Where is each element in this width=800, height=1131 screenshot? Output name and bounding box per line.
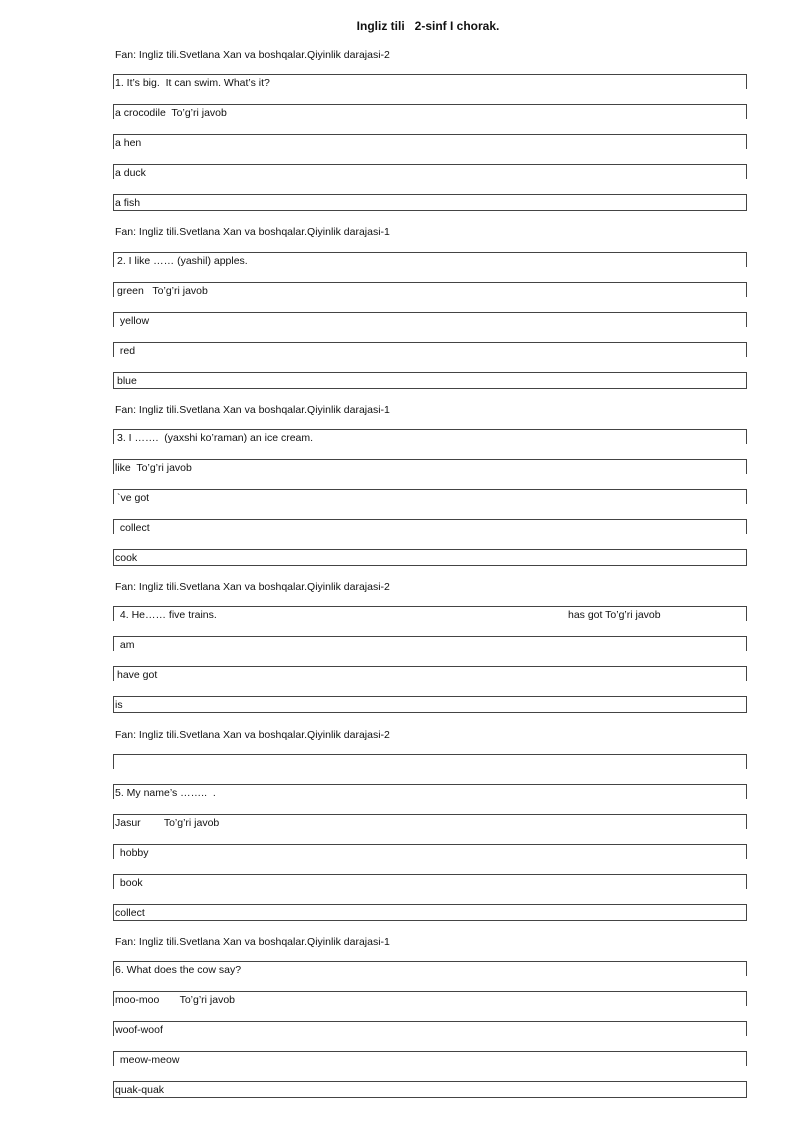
answer-text: am [117, 639, 135, 651]
question-text: 2. I like …… (yashil) apples. [117, 255, 248, 267]
answer-row[interactable] [113, 104, 747, 119]
question-row [113, 429, 747, 444]
question-text: 4. He…… five trains. [117, 609, 217, 621]
answer-text: red [117, 345, 136, 357]
answer-text: moo-moo To’g’ri javob [115, 994, 236, 1006]
correct-answer-note: has got To’g’ri javob [568, 609, 661, 621]
answer-text: meow-meow [117, 1054, 180, 1066]
answer-text: a hen [115, 137, 142, 149]
empty-row [113, 754, 747, 769]
answer-text: yellow [117, 315, 150, 327]
answer-text: a crocodile To’g’ri javob [115, 107, 227, 119]
answer-row[interactable] [113, 194, 747, 211]
answer-row[interactable] [113, 1081, 747, 1098]
section-subject-line: Fan: Ingliz tili.Svetlana Xan va boshqalar.Qiyinlik darajasi-2 [115, 729, 390, 741]
question-text: 3. I ……. (yaxshi ko’raman) an ice cream. [117, 432, 314, 444]
answer-text: hobby [117, 847, 149, 859]
question-text: 6. What does the cow say? [115, 964, 242, 976]
answer-text: collect [117, 522, 150, 534]
answer-row[interactable] [113, 519, 747, 534]
answer-text: green To’g’ri javob [117, 285, 208, 297]
answer-text: collect [115, 907, 145, 919]
answer-row[interactable] [113, 372, 747, 389]
answer-text: book [117, 877, 143, 889]
answer-text: like To’g’ri javob [115, 462, 192, 474]
question-row [113, 784, 747, 799]
answer-text: cook [115, 552, 138, 564]
answer-row[interactable] [113, 696, 747, 713]
question-row [113, 606, 747, 621]
question-text: 1. It’s big. It can swim. What’s it? [115, 77, 270, 89]
answer-text: Jasur To’g’ri javob [115, 817, 220, 829]
section-subject-line: Fan: Ingliz tili.Svetlana Xan va boshqalar.Qiyinlik darajasi-1 [115, 936, 390, 948]
answer-row[interactable] [113, 282, 747, 297]
answer-row[interactable] [113, 874, 747, 889]
answer-row[interactable] [113, 489, 747, 504]
answer-row[interactable] [113, 904, 747, 921]
section-subject-line: Fan: Ingliz tili.Svetlana Xan va boshqalar.Qiyinlik darajasi-2 [115, 49, 390, 61]
answer-text: a fish [115, 197, 141, 209]
answer-row[interactable] [113, 1051, 747, 1066]
answer-row[interactable] [113, 312, 747, 327]
answer-row[interactable] [113, 844, 747, 859]
answer-row[interactable] [113, 164, 747, 179]
answer-row[interactable] [113, 459, 747, 474]
answer-text: have got [117, 669, 158, 681]
answer-row[interactable] [113, 342, 747, 357]
answer-text: `ve got [117, 492, 150, 504]
answer-row[interactable] [113, 991, 747, 1006]
answer-text: quak-quak [115, 1084, 165, 1096]
answer-text: is [115, 699, 123, 711]
question-row [113, 961, 747, 976]
section-subject-line: Fan: Ingliz tili.Svetlana Xan va boshqalar.Qiyinlik darajasi-1 [115, 404, 390, 416]
answer-row[interactable] [113, 134, 747, 149]
answer-text: a duck [115, 167, 146, 179]
question-text: 5. My name’s …….. . [115, 787, 216, 799]
page-title: Ingliz tili 2-sinf I chorak. [356, 19, 500, 33]
answer-row[interactable] [113, 549, 747, 566]
question-row [113, 74, 747, 89]
answer-text: woof-woof [115, 1024, 163, 1036]
section-subject-line: Fan: Ingliz tili.Svetlana Xan va boshqalar.Qiyinlik darajasi-2 [115, 581, 390, 593]
answer-text: blue [117, 375, 137, 387]
section-subject-line: Fan: Ingliz tili.Svetlana Xan va boshqalar.Qiyinlik darajasi-1 [115, 226, 390, 238]
question-row [113, 252, 747, 267]
answer-row[interactable] [113, 1021, 747, 1036]
answer-row[interactable] [113, 814, 747, 829]
answer-row[interactable] [113, 666, 747, 681]
answer-row[interactable] [113, 636, 747, 651]
